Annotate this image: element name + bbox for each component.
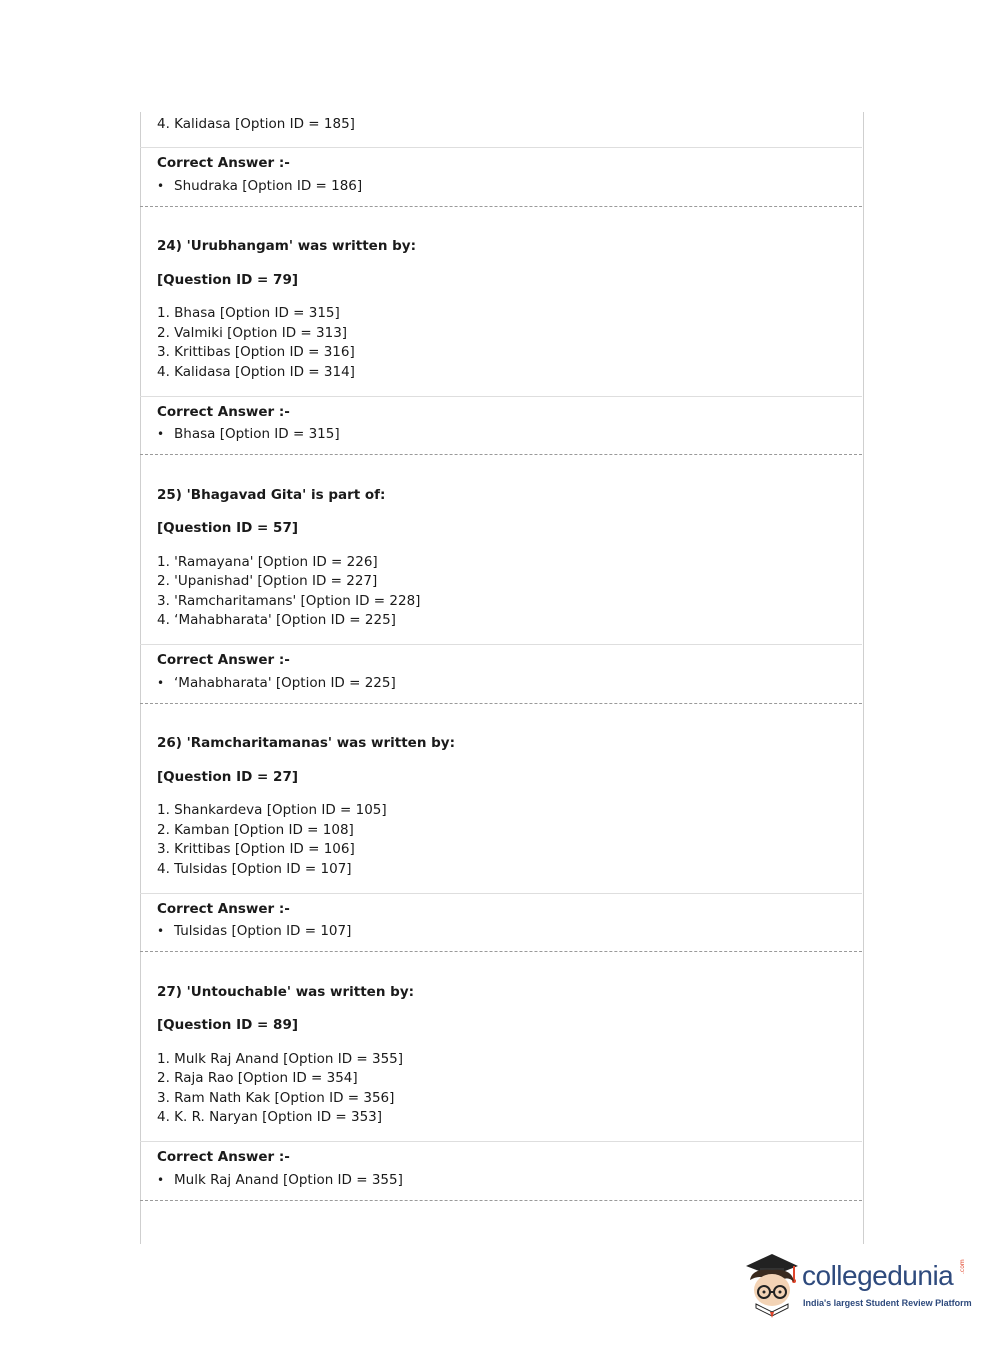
answer-heading: Correct Answer :- [157, 901, 290, 917]
brand-tagline: India's largest Student Review Platform [803, 1298, 972, 1308]
bullet-icon: • [157, 924, 165, 938]
answer-text: Shudraka [Option ID = 186] [174, 178, 363, 194]
answer-text: Tulsidas [Option ID = 107] [174, 923, 352, 939]
answer-item [157, 674, 396, 693]
question-separator [140, 1200, 862, 1201]
question-title: 25) 'Bhagavad Gita' is part of: [157, 487, 386, 503]
bullet-icon: • [157, 1173, 165, 1187]
bullet-icon: • [157, 676, 165, 690]
answer-item [157, 425, 340, 444]
answer-heading: Correct Answer :- [157, 1149, 290, 1165]
option-item: 4. Tulsidas [Option ID = 107] [157, 861, 352, 877]
option-item: 3. 'Ramcharitamans' [Option ID = 228] [157, 593, 421, 609]
answer-text: ‘Mahabharata' [Option ID = 225] [174, 675, 396, 691]
answer-heading: Correct Answer :- [157, 652, 290, 668]
divider [140, 396, 862, 397]
answer-heading: Correct Answer :- [157, 404, 290, 420]
answer-text: Mulk Raj Anand [Option ID = 355] [174, 1172, 403, 1188]
question-id: [Question ID = 79] [157, 272, 299, 288]
option-item: 4. Kalidasa [Option ID = 185] [157, 116, 355, 132]
question-id: [Question ID = 89] [157, 1017, 299, 1033]
question-separator [140, 206, 862, 207]
option-item: 1. Mulk Raj Anand [Option ID = 355] [157, 1051, 404, 1067]
option-item: 2. Valmiki [Option ID = 313] [157, 325, 348, 341]
answer-heading: Correct Answer :- [157, 155, 290, 171]
answer-item [157, 922, 351, 941]
option-item: 2. Raja Rao [Option ID = 354] [157, 1070, 358, 1086]
mascot-icon [742, 1250, 802, 1320]
answer-item [157, 1171, 403, 1190]
option-item: 1. 'Ramayana' [Option ID = 226] [157, 554, 378, 570]
option-item: 2. 'Upanishad' [Option ID = 227] [157, 573, 378, 589]
question-id: [Question ID = 57] [157, 520, 299, 536]
option-item: 3. Krittibas [Option ID = 316] [157, 344, 355, 360]
option-item: 1. Shankardeva [Option ID = 105] [157, 802, 387, 818]
brand-suffix: .com [959, 1259, 966, 1274]
bullet-icon: • [157, 427, 165, 441]
option-item: 4. Kalidasa [Option ID = 314] [157, 364, 355, 380]
option-item: 3. Krittibas [Option ID = 106] [157, 841, 355, 857]
option-item: 1. Bhasa [Option ID = 315] [157, 305, 340, 321]
answer-text: Bhasa [Option ID = 315] [174, 426, 340, 442]
divider [140, 147, 862, 148]
option-item: 4. K. R. Naryan [Option ID = 353] [157, 1109, 383, 1125]
question-title: 27) 'Untouchable' was written by: [157, 984, 415, 1000]
collegedunia-logo [742, 1250, 972, 1320]
question-title: 24) 'Urubhangam' was written by: [157, 238, 416, 254]
option-item: 2. Kamban [Option ID = 108] [157, 822, 354, 838]
divider [140, 893, 862, 894]
divider [140, 644, 862, 645]
question-separator [140, 951, 862, 952]
bullet-icon: • [157, 179, 165, 193]
brand-name: collegedunia [802, 1260, 954, 1291]
question-title: 26) 'Ramcharitamanas' was written by: [157, 735, 456, 751]
question-separator [140, 454, 862, 455]
divider [140, 1141, 862, 1142]
question-id: [Question ID = 27] [157, 769, 299, 785]
option-item: 3. Ram Nath Kak [Option ID = 356] [157, 1090, 395, 1106]
question-separator [140, 703, 862, 704]
answer-item [157, 177, 362, 196]
option-item: 4. ‘Mahabharata' [Option ID = 225] [157, 612, 396, 628]
